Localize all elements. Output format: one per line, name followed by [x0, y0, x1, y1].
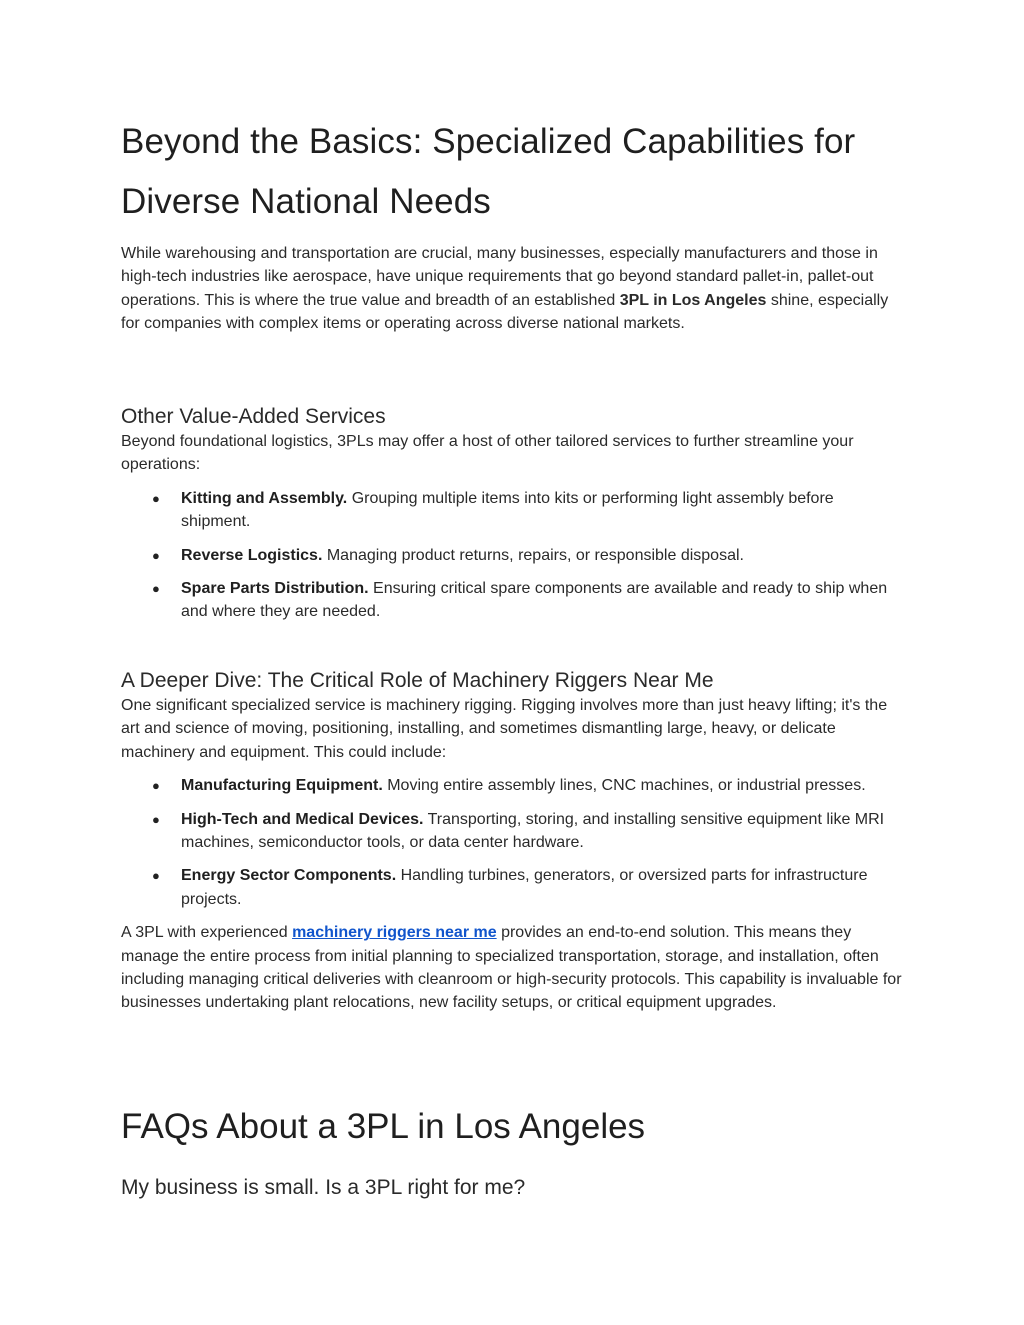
list-item-text: Handling turbines, generators, or oversized parts for infrastructure projects. [181, 867, 868, 908]
value-added-section [121, 404, 906, 634]
list-item [121, 808, 906, 855]
intro-bold-keyword: 3PL in Los Angeles [619, 291, 767, 309]
list-item-text: Ensuring critical spare components are available and ready to ship when and where they are needed. [181, 580, 888, 621]
list-item [121, 864, 906, 911]
list-item-term: Energy Sector Components. [181, 867, 397, 885]
bullet-icon: ● [152, 868, 160, 884]
bullet-icon: ● [152, 778, 160, 794]
list-item-text: Transporting, storing, and installing sensitive equipment like MRI machines, semiconductor tools, or data center hardware. [181, 810, 885, 852]
bullet-icon: ● [152, 490, 160, 506]
list-item-text: Grouping multiple items into kits or performing light assembly before shipment. [181, 489, 834, 531]
intro-text-end: shine, especially for companies with complex items or operating across diverse national markets. [121, 291, 889, 333]
riggers-list [121, 774, 906, 911]
list-item-term: Reverse Logistics. [181, 546, 323, 564]
bullet-icon: ● [152, 581, 160, 597]
riggers-closing-paragraph [121, 921, 906, 1015]
faq-heading: FAQs About a 3PL in Los Angeles [121, 1107, 646, 1146]
value-added-lead: Beyond foundational logistics, 3PLs may offer a host of other tailored services to further streamline your operations: [121, 433, 854, 474]
list-item-text: Managing product returns, repairs, or responsible disposal. [322, 546, 744, 564]
list-item [121, 487, 906, 534]
riggers-lead: One significant specialized service is machinery rigging. Rigging involves more than just heavy lifting; it's the art and science of moving, positioning, installing, and sometimes dismantling large, heavy, or delicate machinery and equipment. This could include: [121, 697, 888, 761]
list-item-term: Manufacturing Equipment. [181, 777, 383, 795]
faq-question: My business is small. Is a 3PL right for me? [121, 1176, 526, 1199]
list-item [121, 774, 906, 797]
intro-text-start: While warehousing and transportation are crucial, many businesses, especially manufacturers and those in high-tech industries like aerospace, have unique requirements that go beyond standard pallet-in, pallet-out operations. This is where the true value and breadth of an established [121, 245, 878, 309]
bullet-icon: ● [152, 547, 160, 563]
value-added-heading: Other Value-Added Services [121, 405, 386, 428]
value-added-list [121, 487, 906, 624]
bullet-icon: ● [152, 811, 160, 827]
riggers-section [121, 668, 906, 1015]
riggers-heading: A Deeper Dive: The Critical Role of Machinery Riggers Near Me [121, 669, 714, 692]
intro-paragraph [121, 242, 901, 336]
list-item [121, 577, 906, 624]
machinery-riggers-link[interactable]: machinery riggers near me [292, 924, 497, 942]
list-item-term: Kitting and Assembly. [181, 489, 348, 507]
closing-text-start: A 3PL with experienced [121, 924, 293, 942]
list-item-term: Spare Parts Distribution. [181, 580, 369, 598]
list-item-term: High-Tech and Medical Devices. [181, 810, 424, 828]
closing-text-end: provides an end-to-end solution. This means they manage the entire process from initial planning to specialized transportation, storage, and installation, often including managing critical deliveries with cleanroom or high-security protocols. This capability is invaluable for businesses undertaking plant relocations, new facility setups, or critical equipment upgrades. [121, 924, 902, 1012]
list-item [121, 544, 906, 567]
list-item-text: Moving entire assembly lines, CNC machines, or industrial presses. [382, 777, 866, 795]
page-title: Beyond the Basics: Specialized Capabilities for Diverse National Needs [121, 122, 856, 221]
